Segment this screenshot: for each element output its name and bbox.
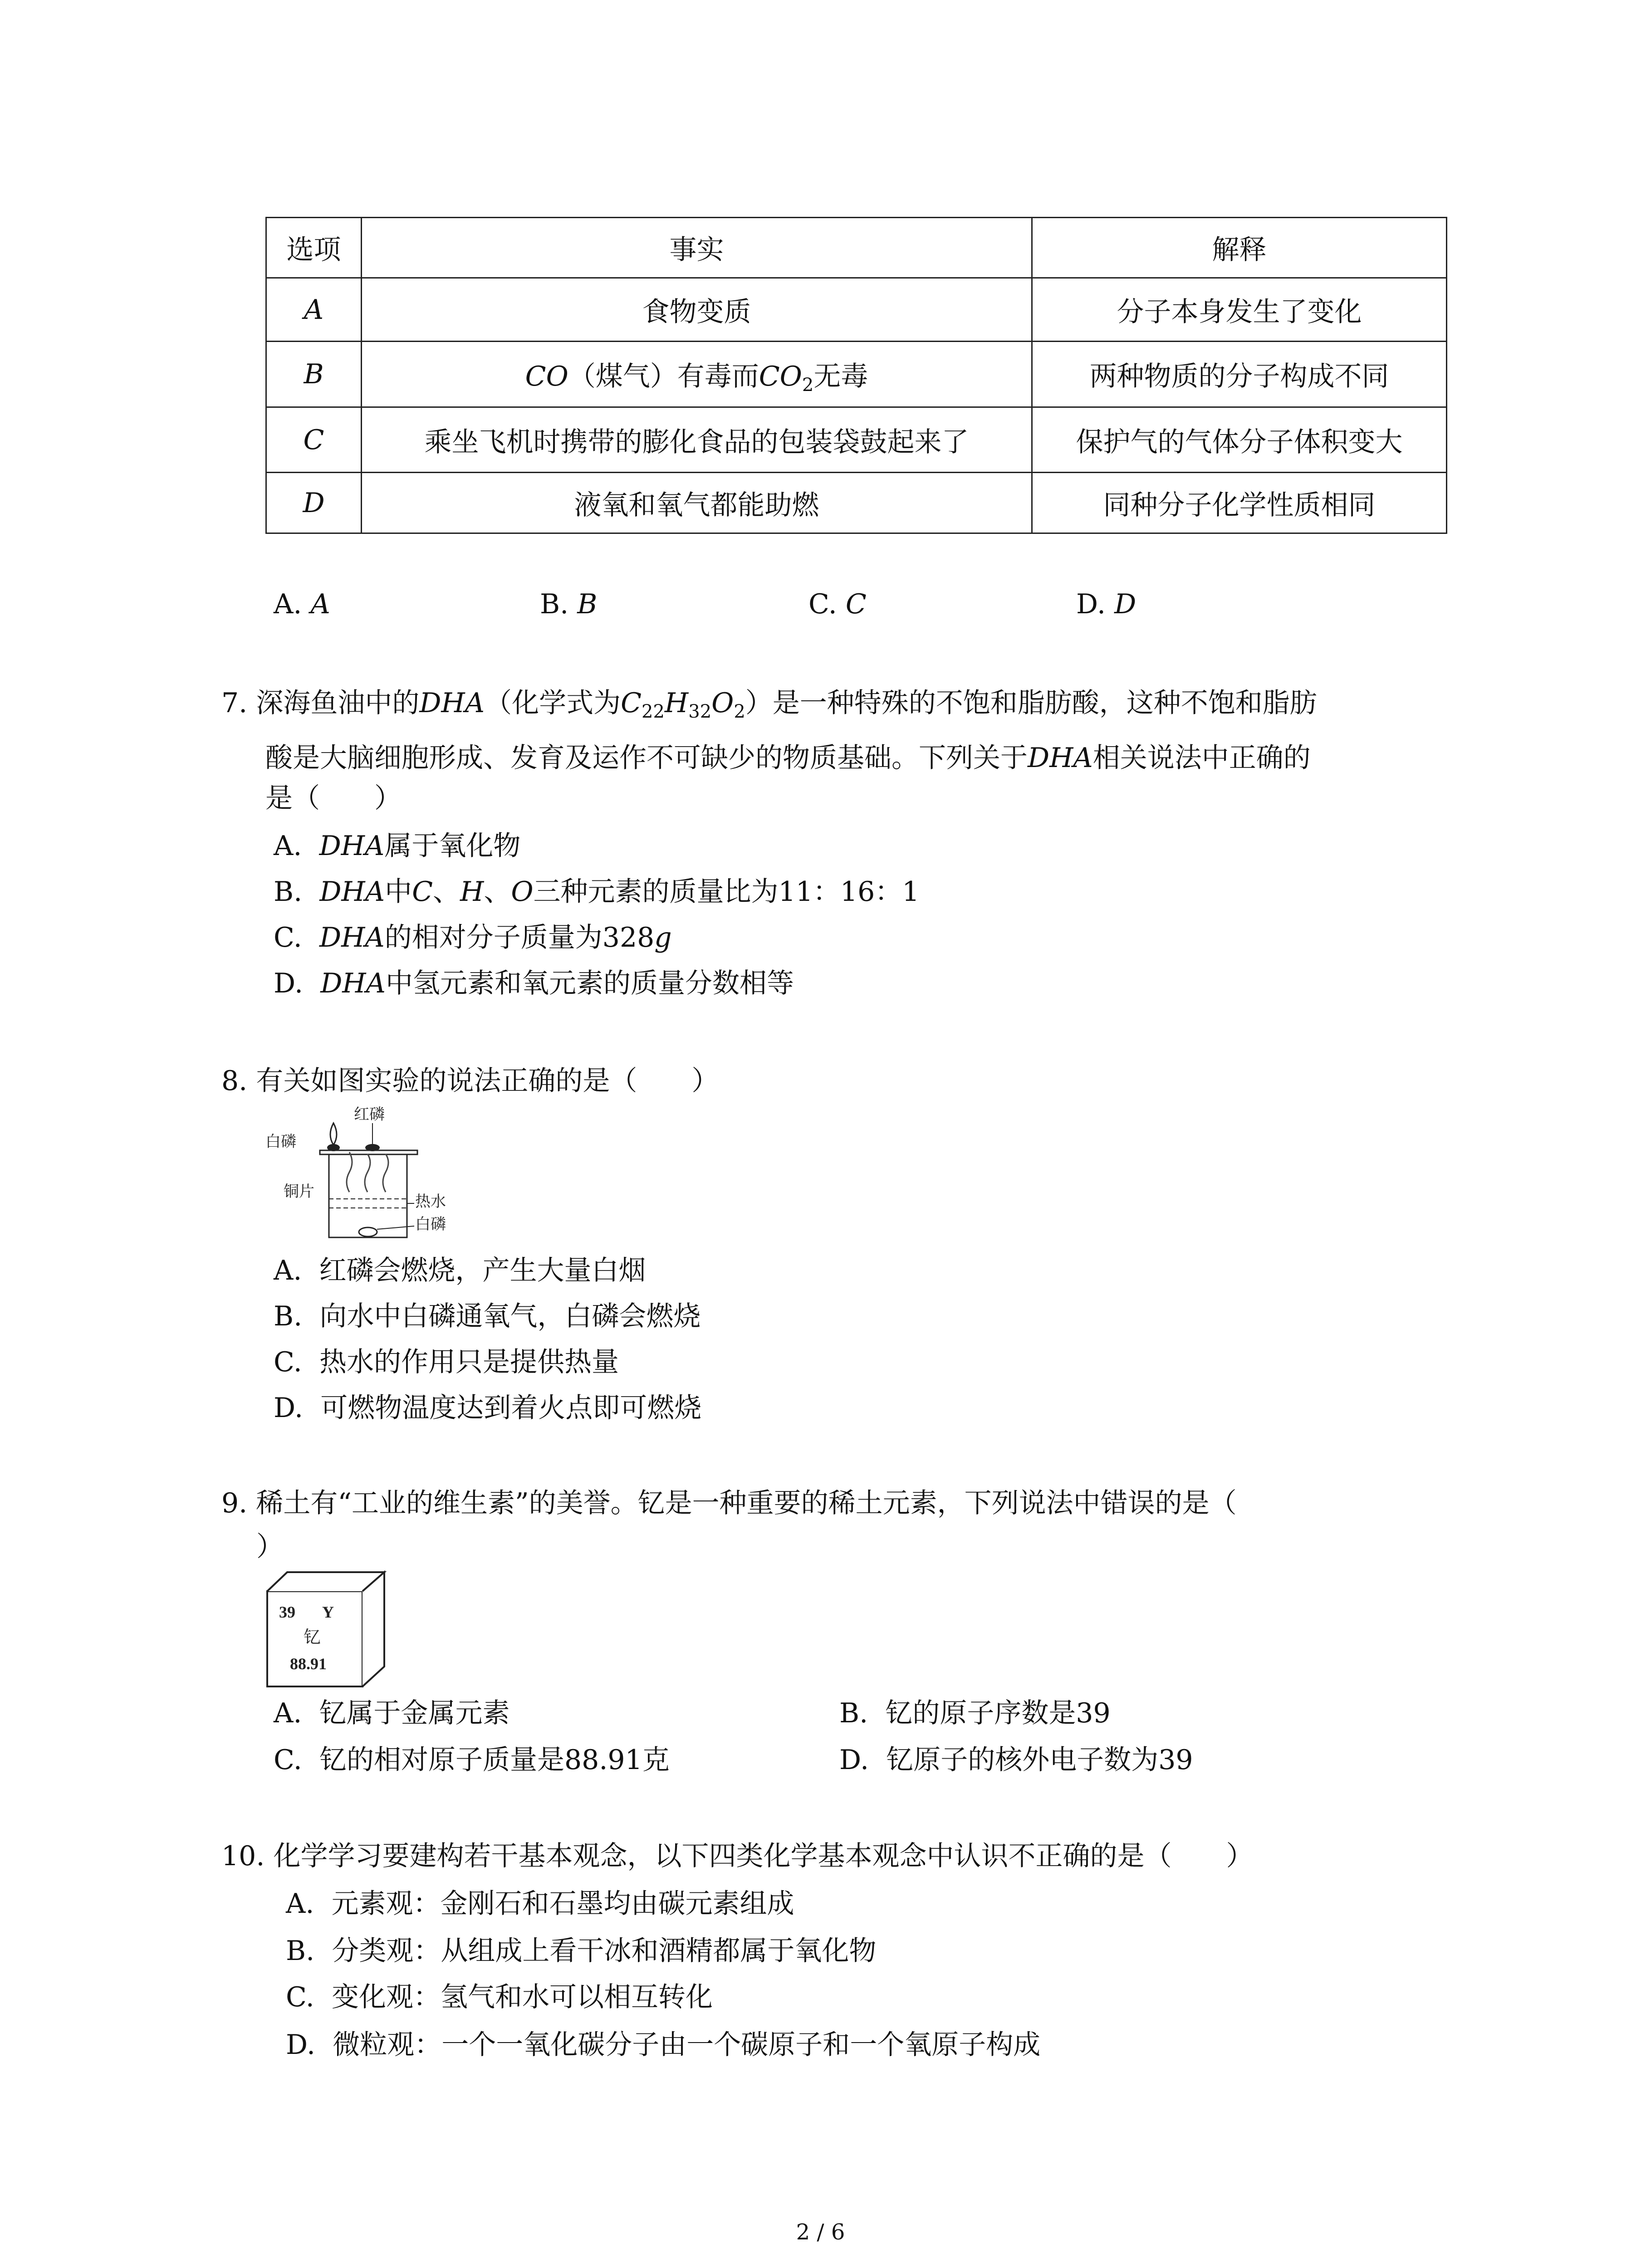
unit: g [654, 922, 672, 953]
option-text: 中 [385, 876, 412, 908]
q10-stem [221, 1840, 1254, 1872]
q9-option-a[interactable] [274, 1697, 510, 1729]
steam [347, 1152, 388, 1192]
header-explanation: 解释 [1032, 218, 1447, 278]
option-label: C. [274, 1346, 302, 1378]
row-option: C [266, 407, 362, 473]
option-text: 钇原子的核外电子数为39 [886, 1744, 1193, 1776]
q8-option-c[interactable] [274, 1346, 619, 1378]
formula-element: C [621, 687, 642, 719]
label-white-phosphorus-top: 白磷 [265, 1133, 296, 1150]
white-phosphorus-underwater [359, 1227, 377, 1237]
option-label: C. [808, 588, 837, 620]
formula-dha: DHA [319, 830, 385, 862]
formula-co: CO [525, 361, 568, 392]
question-number: 10. [221, 1840, 265, 1872]
option-text: 、 [433, 876, 460, 908]
card-side [362, 1572, 384, 1686]
stem-text: ）是一种特殊的不饱和脂肪酸，这种不饱和脂肪 [745, 687, 1317, 719]
formula-dha: DHA [1028, 742, 1093, 774]
row-fact: 液氧和氧气都能助燃 [362, 473, 1032, 533]
row-explanation: 保护气的气体分子体积变大 [1032, 407, 1447, 473]
option-label: A. [274, 588, 302, 620]
element-name: 钇 [304, 1627, 321, 1647]
option-value: D [1114, 588, 1136, 620]
option-label: C. [286, 1981, 314, 2013]
row-explanation: 分子本身发生了变化 [1032, 278, 1447, 342]
option-label: B. [286, 1935, 315, 1967]
option-text: 属于氧化物 [384, 830, 521, 862]
option-label: A. [274, 1255, 302, 1286]
table-row [266, 473, 1447, 533]
element-symbol: Y [322, 1603, 334, 1621]
row-fact: 食物变质 [362, 278, 1032, 342]
stem-text: 稀土有“工业的维生素”的美誉。钇是一种重要的稀土元素，下列说法中错误的是（ [256, 1487, 1237, 1519]
option-text: 钇的相对原子质量是88.91克 [319, 1744, 670, 1776]
table-row [266, 278, 1447, 342]
option-label: D. [286, 2029, 316, 2061]
option-text: 钇属于金属元素 [319, 1697, 510, 1729]
option-label: D. [274, 1392, 304, 1424]
beaker [329, 1154, 407, 1237]
q8-option-d[interactable] [274, 1394, 701, 1422]
option-text: 分类观：从组成上看干冰和酒精都属于氧化物 [332, 1935, 877, 1967]
stem-text: 酸是大脑细胞形成、发育及运作不可缺少的物质基础。下列关于 [265, 742, 1028, 774]
formula-element: C [412, 876, 433, 908]
header-option: 选项 [266, 218, 362, 278]
formula-subscript: 22 [642, 701, 665, 722]
option-label: D. [839, 1744, 869, 1776]
q6-option-a[interactable] [274, 588, 330, 620]
option-text: 向水中白磷通氧气，白磷会燃烧 [319, 1300, 701, 1332]
formula-element: H [664, 687, 689, 719]
fact-text: （煤气）有毒而 [568, 361, 759, 392]
atomic-mass: 88.91 [290, 1655, 327, 1673]
page-number: 2 / 6 [796, 2219, 845, 2245]
q9-stem-close: ） [256, 1531, 284, 1563]
question-number: 7. [221, 687, 248, 719]
red-phosphorus [365, 1144, 380, 1151]
q10-option-c[interactable] [286, 1981, 713, 2013]
option-label: A. [286, 1888, 314, 1920]
q7-stem-line3: 是（ ） [265, 782, 402, 814]
header-fact: 事实 [362, 218, 1032, 278]
fact-text: 无毒 [813, 361, 868, 392]
q7-option-b[interactable] [274, 876, 920, 908]
option-label: B. [839, 1697, 868, 1729]
option-label: C. [274, 922, 302, 953]
element-card-yttrium [265, 1570, 388, 1693]
formula-dha: DHA [320, 968, 386, 999]
leader-line [377, 1226, 414, 1229]
option-label: B. [274, 876, 303, 908]
q7-stem-line1 [221, 687, 1317, 722]
q10-option-d[interactable] [286, 2029, 1041, 2061]
combustion-experiment-figure [265, 1106, 501, 1242]
formula-co2: CO [759, 361, 802, 392]
formula-subscript: 32 [688, 701, 712, 722]
option-value: C [845, 588, 867, 620]
stem-text: 有关如图实验的说法正确的是（ ） [256, 1065, 719, 1097]
q9-option-d[interactable] [839, 1746, 1193, 1774]
flame-icon [330, 1123, 337, 1145]
option-text: 元素观：金刚石和石墨均由碳元素组成 [331, 1888, 794, 1920]
q8-option-a[interactable] [274, 1257, 646, 1284]
q7-option-a[interactable] [274, 832, 520, 860]
row-explanation: 两种物质的分子构成不同 [1032, 342, 1447, 407]
option-text: 热水的作用只是提供热量 [319, 1346, 619, 1378]
formula-subscript: 2 [734, 701, 745, 722]
q10-option-a[interactable] [286, 1888, 794, 1920]
row-fact: 乘坐飞机时携带的膨化食品的包装袋鼓起来了 [362, 407, 1032, 473]
option-label: A. [274, 830, 302, 862]
option-label: A. [274, 1697, 302, 1729]
row-option: B [266, 342, 362, 407]
option-text: 、 [484, 876, 511, 908]
formula-dha: DHA [419, 687, 485, 719]
option-text: 钇的原子序数是39 [885, 1697, 1111, 1729]
option-value: A [310, 588, 330, 620]
option-text: 中氢元素和氧元素的质量分数相等 [385, 968, 794, 999]
table-row [266, 407, 1447, 473]
option-text: 变化观：氢气和水可以相互转化 [332, 1981, 713, 2013]
stem-text: 深海鱼油中的 [256, 687, 420, 719]
row-fact [362, 342, 1032, 407]
label-white-phosphorus-bottom: 白磷 [415, 1216, 446, 1233]
q7-stem-line2 [265, 744, 1311, 772]
formula-element: O [511, 876, 534, 908]
option-text: 的相对分子质量为328 [384, 922, 655, 953]
table-header-row [266, 218, 1447, 278]
option-text: 三种元素的质量比为11：16：1 [533, 876, 920, 908]
q7-option-d[interactable] [274, 970, 794, 997]
option-text: 可燃物温度达到着火点即可燃烧 [320, 1392, 702, 1424]
label-hot-water: 热水 [415, 1193, 446, 1210]
q6-option-b[interactable] [540, 588, 598, 620]
q9-option-b[interactable] [839, 1697, 1111, 1729]
option-label: C. [274, 1744, 302, 1776]
q6-option-c[interactable] [808, 588, 867, 620]
label-copper-sheet: 铜片 [284, 1183, 314, 1200]
question-number: 8. [221, 1065, 248, 1097]
stem-text: 化学学习要建构若干基本观念，以下四类化学基本观念中认识不正确的是（ ） [273, 1840, 1254, 1872]
option-label: D. [274, 968, 304, 999]
table-row [266, 342, 1447, 407]
stem-text: （化学式为 [485, 687, 621, 719]
formula-element: H [460, 876, 484, 908]
q9-option-c[interactable] [274, 1746, 670, 1774]
row-explanation: 同种分子化学性质相同 [1032, 473, 1447, 533]
option-text: 红磷会燃烧，产生大量白烟 [319, 1255, 646, 1286]
q7-option-c[interactable] [274, 924, 672, 951]
formula-subscript: 2 [802, 375, 814, 396]
q8-option-b[interactable] [274, 1300, 701, 1332]
option-text: 微粒观：一个一氧化碳分子由一个碳原子和一个氧原子构成 [333, 2029, 1041, 2061]
option-value: B [577, 588, 598, 620]
atomic-number: 39 [279, 1603, 295, 1621]
q9-stem [221, 1487, 1237, 1519]
q10-option-b[interactable] [286, 1937, 876, 1965]
option-label: D. [1076, 588, 1106, 620]
stem-text: 相关说法中正确的 [1092, 742, 1311, 774]
formula-dha: DHA [319, 876, 385, 908]
formula-dha: DHA [319, 922, 385, 953]
label-red-phosphorus: 红磷 [354, 1106, 385, 1123]
q6-option-d[interactable] [1076, 588, 1136, 620]
q8-stem [221, 1067, 719, 1095]
option-label: B. [274, 1300, 303, 1332]
formula-element: O [711, 687, 734, 719]
row-option: A [266, 278, 362, 342]
question-number: 9. [221, 1487, 248, 1519]
facts-table [265, 217, 1447, 534]
option-label: B. [540, 588, 569, 620]
row-option: D [266, 473, 362, 533]
